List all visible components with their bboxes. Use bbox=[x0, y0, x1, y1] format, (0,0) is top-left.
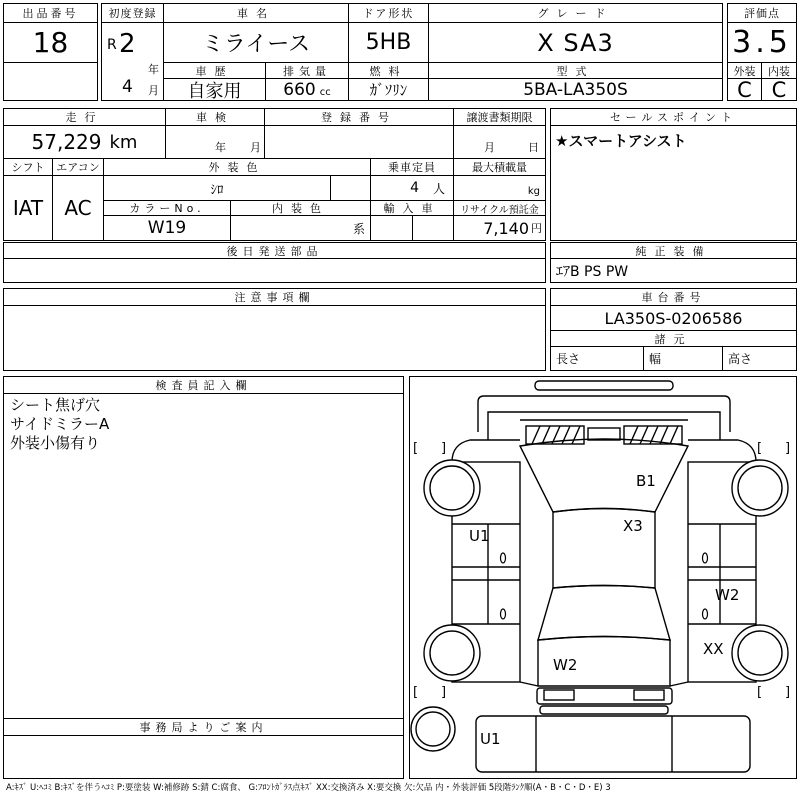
later-parts-label: 後日発送部品 bbox=[3, 242, 546, 259]
exterior-grade-label: 外装 bbox=[727, 62, 762, 79]
transfer-month-unit: 月 bbox=[484, 141, 495, 154]
plate-value-cell bbox=[264, 125, 454, 159]
sales-point-label: セールスポイント bbox=[550, 108, 797, 126]
lot-value: 18 bbox=[3, 22, 98, 63]
first-registration-month-unit: 月 bbox=[148, 84, 159, 97]
office-content bbox=[3, 735, 404, 779]
capacity-value: 4 bbox=[410, 180, 419, 196]
grade-label: グレード bbox=[428, 3, 723, 23]
fuel-label: 燃料 bbox=[348, 62, 429, 79]
door-type-value: 5HB bbox=[348, 22, 429, 63]
first-registration-label: 初度登録 bbox=[101, 3, 164, 23]
fuel-value: ｶﾞｿﾘﾝ bbox=[348, 78, 429, 101]
first-registration-cell bbox=[101, 22, 164, 101]
shift-value: IAT bbox=[3, 175, 53, 241]
first-registration-year-unit: 年 bbox=[148, 63, 159, 76]
door-type-label: ドア形状 bbox=[348, 3, 429, 23]
chassis-label: 車台番号 bbox=[550, 288, 797, 306]
first-registration-year: 2 bbox=[119, 29, 136, 59]
sales-point-text: ★スマートアシスト bbox=[550, 125, 797, 241]
office-label: 事務局よりご案内 bbox=[3, 718, 404, 736]
capacity-label: 乗車定員 bbox=[370, 158, 454, 176]
inspection-month-unit: 月 bbox=[250, 141, 261, 154]
history-value: 自家用 bbox=[163, 78, 266, 101]
tire-bracket-close: ] bbox=[441, 441, 447, 456]
equipment-label: 純正装備 bbox=[550, 242, 797, 259]
inspection-label: 車検 bbox=[165, 108, 265, 126]
color-no-value: W19 bbox=[103, 215, 231, 241]
mileage-label: 走行 bbox=[3, 108, 166, 126]
exterior-color-label: 外装色 bbox=[103, 158, 371, 176]
interior-color-label: 内装色 bbox=[230, 200, 371, 216]
car-name-label: 車名 bbox=[163, 3, 349, 23]
first-registration-month: 4 bbox=[122, 77, 133, 97]
inspector-label: 検査員記入欄 bbox=[3, 376, 404, 394]
car-outline-drawing bbox=[410, 377, 796, 778]
shift-label: シフト bbox=[3, 158, 53, 176]
recycle-fee-unit: 円 bbox=[531, 222, 542, 235]
score-label: 評価点 bbox=[727, 3, 797, 23]
chassis-value: LA350S-0206586 bbox=[550, 305, 797, 331]
model-code-value: 5BA-LA350S bbox=[428, 78, 723, 101]
transfer-deadline-cell bbox=[453, 125, 546, 159]
recycle-fee-cell bbox=[453, 215, 546, 241]
damage-mark-roof: X3 bbox=[623, 517, 643, 535]
inspector-line: シート焦げ穴 bbox=[10, 396, 101, 414]
specs-label: 諸元 bbox=[550, 330, 797, 347]
damage-mark-underside: U1 bbox=[480, 730, 501, 748]
lot-empty-cell bbox=[3, 62, 98, 101]
capacity-cell bbox=[370, 175, 454, 201]
inspector-notes bbox=[3, 393, 404, 719]
spec-width-label: 幅 bbox=[643, 346, 723, 371]
mileage-value: 57,229 bbox=[31, 130, 102, 154]
tire-bracket-close: ] bbox=[785, 685, 791, 700]
interior-color-unit: 系 bbox=[352, 221, 365, 236]
exterior-color-extra-cell bbox=[330, 175, 371, 201]
aircon-label: エアコン bbox=[52, 158, 104, 176]
model-code-label: 型式 bbox=[428, 62, 723, 79]
plate-label: 登録番号 bbox=[264, 108, 454, 126]
damage-mark-rear-hatch: W2 bbox=[553, 656, 578, 674]
recycle-fee-label: リサイクル預託金 bbox=[453, 200, 546, 216]
recycle-fee-value: 7,140 bbox=[483, 218, 529, 238]
damage-mark-windshield: B1 bbox=[636, 472, 656, 490]
aircon-value: AC bbox=[52, 175, 104, 241]
inspector-line: 外装小傷有り bbox=[10, 434, 101, 452]
score-value: 3.5 bbox=[727, 22, 797, 63]
interior-grade-value: C bbox=[761, 78, 797, 101]
displacement-value: 660 bbox=[283, 79, 316, 100]
damage-mark-right-rear-door: W2 bbox=[715, 586, 740, 604]
history-label: 車歴 bbox=[163, 62, 266, 79]
car-name-value: ミライース bbox=[163, 22, 349, 63]
capacity-unit: 人 bbox=[432, 181, 445, 196]
notes-content bbox=[3, 305, 546, 371]
tire-bracket-open: [ bbox=[757, 685, 763, 700]
later-parts-content bbox=[3, 258, 546, 283]
interior-grade-label: 内装 bbox=[761, 62, 797, 79]
max-load-label: 最大積載量 bbox=[453, 158, 546, 176]
transfer-deadline-label: 譲渡書類期限 bbox=[453, 108, 546, 126]
tire-bracket-open: [ bbox=[413, 685, 419, 700]
exterior-color-value: ｼﾛ bbox=[103, 175, 331, 201]
mileage-cell bbox=[3, 125, 166, 159]
transfer-day-unit: 日 bbox=[528, 141, 539, 154]
displacement-cell bbox=[265, 78, 349, 101]
damage-mark-left-front-door: U1 bbox=[469, 527, 490, 545]
inspection-cell bbox=[165, 125, 265, 159]
tire-bracket-close: ] bbox=[441, 685, 447, 700]
tire-bracket-open: [ bbox=[413, 441, 419, 456]
spec-height-label: 高さ bbox=[722, 346, 797, 371]
imported-cell-b bbox=[412, 215, 454, 241]
grade-value: X SA3 bbox=[428, 22, 723, 63]
displacement-label: 排気量 bbox=[265, 62, 349, 79]
tire-bracket-close: ] bbox=[785, 441, 791, 456]
damage-code-legend: A:ｷｽﾞ U:ﾍｺﾐ B:ｷｽﾞを伴うﾍｺﾐ P:要塗装 W:補修跡 S:錆 C:腐食、 G:ﾌﾛﾝﾄｶﾞﾗｽ点ｷｽﾞ XX:交換済み X:要交換 欠:欠品 内・外装評価 5段階ﾗﾝｸ順(A・B・C・D・E) 3 bbox=[6, 783, 611, 793]
equipment-text: ｴｱB PS PW bbox=[550, 258, 797, 283]
exterior-grade-value: C bbox=[727, 78, 762, 101]
imported-label: 輸入車 bbox=[370, 200, 454, 216]
color-no-label: カラーNo. bbox=[103, 200, 231, 216]
tire-bracket-open: [ bbox=[757, 441, 763, 456]
damage-mark-right-rear-quarter: XX bbox=[703, 640, 724, 658]
inspection-year-unit: 年 bbox=[215, 141, 226, 154]
notes-label: 注意事項欄 bbox=[3, 288, 546, 306]
lot-label: 出品番号 bbox=[3, 3, 98, 23]
car-damage-diagram bbox=[409, 376, 797, 779]
displacement-unit: cc bbox=[319, 86, 331, 98]
spec-length-label: 長さ bbox=[550, 346, 644, 371]
mileage-unit: km bbox=[109, 131, 138, 153]
max-load-cell bbox=[453, 175, 546, 201]
interior-color-cell bbox=[230, 215, 371, 241]
inspector-line: サイドミラーA bbox=[10, 415, 110, 433]
first-registration-era: R bbox=[107, 37, 117, 53]
imported-cell-a bbox=[370, 215, 413, 241]
max-load-unit: kg bbox=[527, 186, 540, 197]
